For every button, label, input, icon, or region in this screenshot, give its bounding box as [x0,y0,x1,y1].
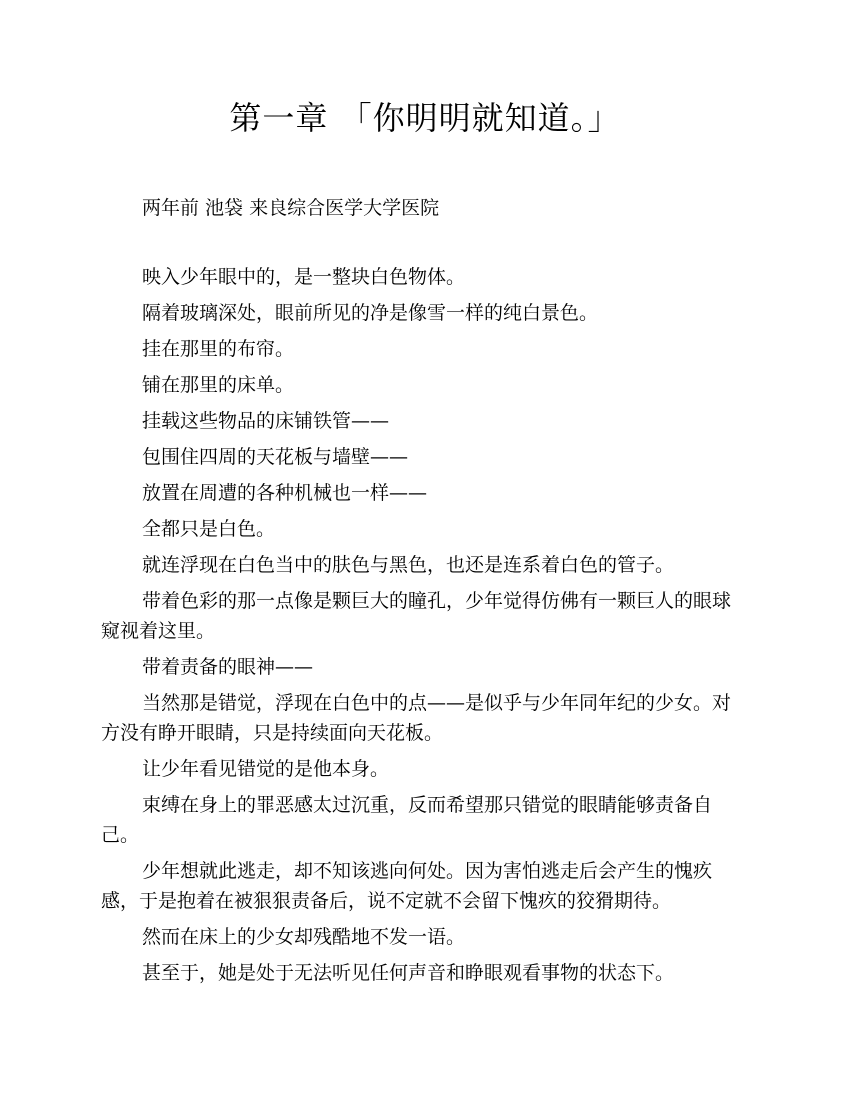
paragraph: 束缚在身上的罪恶感太过沉重，反而希望那只错觉的眼睛能够责备自己。 [101,794,713,846]
paragraph: 带着色彩的那一点像是颗巨大的瞳孔，少年觉得仿佛有一颗巨人的眼球窥视着这里。 [101,590,732,642]
paragraph: 让少年看见错觉的是他本身。 [142,758,390,780]
paragraph: 全都只是白色。 [142,518,276,540]
body-text [101,262,748,994]
paragraph: 隔着玻璃深处，眼前所见的净是像雪一样的纯白景色。 [142,302,599,324]
paragraph: 挂载这些物品的床铺铁管—— [142,410,390,432]
paragraph: 甚至于，她是处于无法听见任何声音和睁眼观看事物的状态下。 [142,962,675,984]
paragraph: 就连浮现在白色当中的肤色与黑色，也还是连系着白色的管子。 [142,554,675,576]
paragraph: 包围住四周的天花板与墙壁—— [142,446,409,468]
paragraph: 挂在那里的布帘。 [142,338,295,360]
paragraph: 少年想就此逃走，却不知该逃向何处。因为害怕逃走后会产生的愧疚感，于是抱着在被狠狠责备后，说不定就不会留下愧疚的狡猾期待。 [101,860,713,912]
paragraph: 放置在周遭的各种机械也一样—— [142,482,428,504]
paragraph: 映入少年眼中的，是一整块白色物体。 [142,266,466,288]
paragraph: 铺在那里的床单。 [142,374,295,396]
chapter-title: 第一章 「你明明就知道。」 [229,99,621,137]
paragraph: 当然那是错觉，浮现在白色中的点——是似乎与少年同年纪的少女。对方没有睁开眼睛，只是持续面向天花板。 [101,692,732,744]
paragraph: 带着责备的眼神—— [142,656,314,678]
scene-location: 两年前 池袋 来良综合医学大学医院 [142,197,440,219]
paragraph: 然而在床上的少女却残酷地不发一语。 [142,926,466,948]
